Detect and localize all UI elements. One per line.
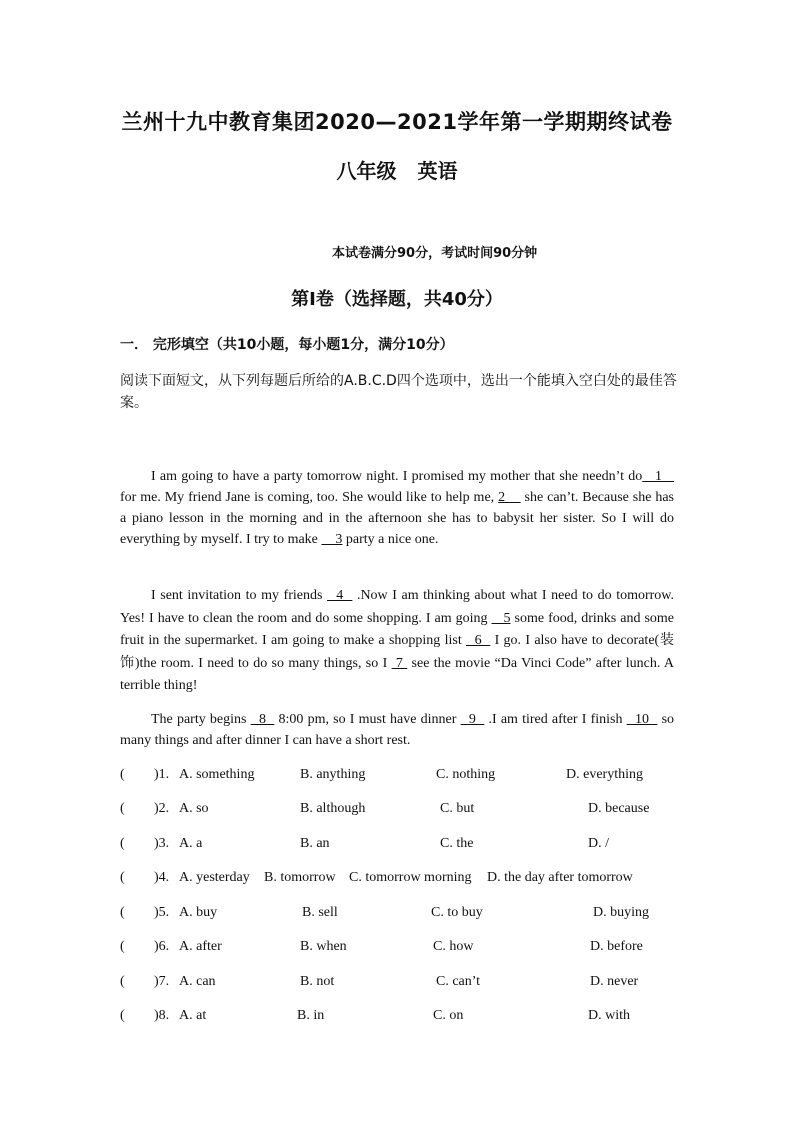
question-row bbox=[120, 939, 680, 959]
blank-5: 5 bbox=[491, 610, 511, 626]
option-c: C. nothing bbox=[436, 767, 496, 782]
section-title: 一． 完形填空（共10小题，每小题1分，满分10分） bbox=[120, 337, 454, 353]
option-a: A. something bbox=[179, 767, 255, 782]
option-d: D. because bbox=[588, 801, 650, 816]
passage-text: for me. My friend Jane is coming, too. She would like to help me, bbox=[120, 490, 499, 505]
passage-text: some food, drinks and some fruit in the supermarket. I am going to make a shopping list bbox=[120, 610, 675, 648]
passage-paragraph-3 bbox=[120, 709, 674, 751]
question-number: )3. bbox=[154, 836, 170, 851]
option-c: C. on bbox=[433, 1008, 464, 1023]
exam-title: 兰州十九中教育集团2020—2021学年第一学期期终试卷 bbox=[121, 110, 673, 134]
blank-3: 3 bbox=[321, 532, 343, 547]
option-b: B. an bbox=[300, 836, 330, 851]
question-row bbox=[120, 905, 680, 925]
option-b: B. when bbox=[300, 939, 347, 954]
option-a: A. after bbox=[179, 939, 222, 954]
blank-7: 7 bbox=[391, 655, 408, 671]
blank-2: 2 bbox=[498, 490, 521, 505]
blank-9: 9 bbox=[460, 712, 485, 727]
answer-paren: ( bbox=[120, 801, 125, 816]
passage-paragraph-1 bbox=[120, 466, 674, 550]
answer-paren: ( bbox=[120, 767, 125, 782]
question-row bbox=[120, 870, 680, 890]
option-d: D. / bbox=[588, 836, 609, 851]
question-number: )4. bbox=[154, 870, 170, 885]
blank-1: 1 bbox=[642, 469, 675, 484]
blank-10: 10 bbox=[626, 712, 658, 727]
passage-text: The party begins bbox=[151, 712, 251, 727]
question-number: )8. bbox=[154, 1008, 170, 1023]
option-a: A. so bbox=[179, 801, 209, 816]
question-row bbox=[120, 767, 680, 787]
option-b: B. tomorrow bbox=[264, 870, 336, 885]
question-number: )2. bbox=[154, 801, 170, 816]
option-c: C. the bbox=[440, 836, 474, 851]
option-b: B. in bbox=[297, 1008, 325, 1023]
option-c: C. how bbox=[433, 939, 474, 954]
option-d: D. everything bbox=[566, 767, 643, 782]
option-b: B. although bbox=[300, 801, 366, 816]
answer-paren: ( bbox=[120, 1008, 125, 1023]
option-b: B. sell bbox=[302, 905, 338, 920]
option-b: B. anything bbox=[300, 767, 366, 782]
question-row bbox=[120, 801, 680, 821]
answer-paren: ( bbox=[120, 870, 125, 885]
question-number: )7. bbox=[154, 974, 170, 989]
passage-text: see the movie “Da Vinci Code” after lunch. A terrible thing! bbox=[120, 655, 675, 693]
option-c: C. but bbox=[440, 801, 475, 816]
option-b: B. not bbox=[300, 974, 335, 989]
option-a: A. yesterday bbox=[179, 870, 250, 885]
option-d: D. with bbox=[588, 1008, 630, 1023]
question-row bbox=[120, 974, 680, 994]
question-number: )6. bbox=[154, 939, 170, 954]
option-a: A. can bbox=[179, 974, 216, 989]
question-number: )1. bbox=[154, 767, 170, 782]
passage-text: 8:00 pm, so I must have dinner bbox=[274, 712, 461, 727]
option-a: A. a bbox=[179, 836, 203, 851]
answer-paren: ( bbox=[120, 939, 125, 954]
question-number: )5. bbox=[154, 905, 170, 920]
passage-text: I go. I also have to decorate(装饰)the room. I need to do so many things, so I bbox=[120, 633, 674, 671]
option-c: C. to buy bbox=[431, 905, 483, 920]
part-title: 第Ⅰ卷（选择题，共40分） bbox=[291, 289, 503, 310]
question-row bbox=[120, 1008, 680, 1028]
passage-text: .I am tired after I finish bbox=[484, 712, 627, 727]
passage-paragraph-2 bbox=[120, 585, 674, 698]
option-d: D. the day after tomorrow bbox=[487, 870, 633, 885]
blank-4: 4 bbox=[327, 588, 353, 603]
answer-paren: ( bbox=[120, 905, 125, 920]
blank-6: 6 bbox=[466, 633, 491, 648]
option-d: D. never bbox=[590, 974, 639, 989]
option-c: C. can’t bbox=[436, 974, 481, 989]
passage-text: party a nice one. bbox=[342, 532, 439, 547]
passage-text: .Now I am thinking about what I need to do tomorrow. Yes! I have to clean the room and do some shopping. I am going bbox=[120, 588, 675, 626]
option-c: C. tomorrow morning bbox=[349, 870, 472, 885]
exam-subtitle: 八年级 英语 bbox=[336, 159, 458, 183]
blank-8: 8 bbox=[250, 712, 275, 727]
question-row bbox=[120, 836, 680, 856]
option-d: D. before bbox=[590, 939, 643, 954]
passage-text: she can’t. Because she has a piano lesson in the morning and in the afternoon she has to babysit her sister. So I will do everything by myself. I try to make bbox=[120, 490, 674, 547]
option-d: D. buying bbox=[593, 905, 649, 920]
passage-text: I sent invitation to my friends bbox=[151, 588, 328, 603]
answer-paren: ( bbox=[120, 836, 125, 851]
instructions: 阅读下面短文，从下列每题后所给的A.B.C.D四个选项中，选出一个能填入空白处的最佳答案。 bbox=[120, 373, 677, 411]
option-a: A. buy bbox=[179, 905, 218, 920]
passage-text: so many things and after dinner I can have a short rest. bbox=[120, 712, 675, 748]
option-a: A. at bbox=[179, 1008, 207, 1023]
score-time-note: 本试卷满分90分，考试时间90分钟 bbox=[332, 246, 538, 261]
answer-paren: ( bbox=[120, 974, 125, 989]
passage-text: I am going to have a party tomorrow night. I promised my mother that she needn’t do bbox=[151, 469, 643, 484]
